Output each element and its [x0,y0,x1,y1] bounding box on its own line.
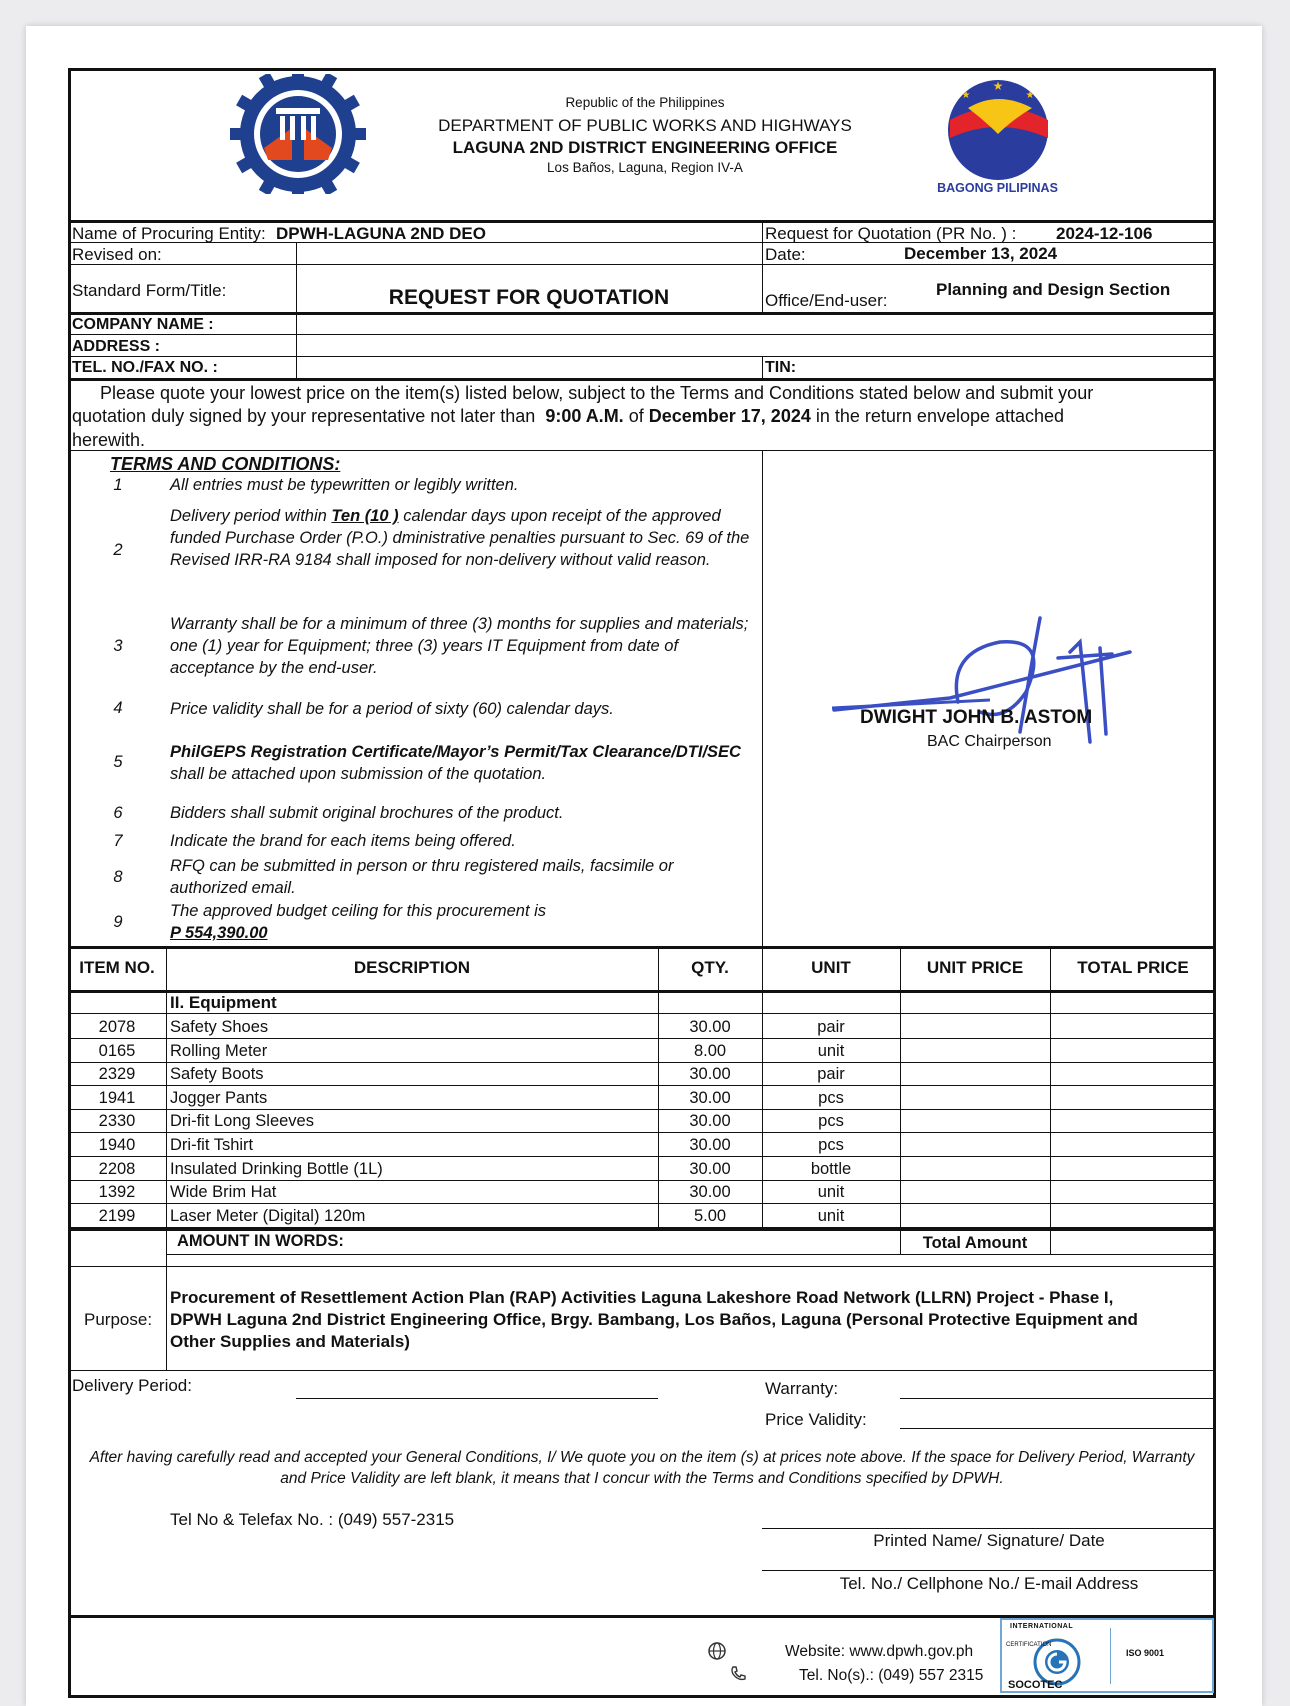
term-number: 3 [113,637,123,655]
socotec-text: SOCOTEC [1008,1679,1063,1691]
date-value: December 13, 2024 [904,244,1058,263]
item-number-cell: 2208 [98,1159,136,1178]
certification-text: CERTIFICATION [1006,1642,1052,1648]
term-text: Bidders shall submit original brochures of the product. [170,804,564,822]
term-text: PhilGEPS Registration Certificate/Mayor’s Permit/Tax Clearance/DTI/SEC shall be attached upon submission of the quotation. [170,743,741,783]
item-unit-cell: pcs [818,1136,844,1154]
globe-icon [706,1640,728,1662]
purpose-label: Purpose: [84,1310,153,1329]
purpose-line-2: DPWH Laguna 2nd District Engineering Office, Brgy. Bambang, Los Baños, Laguna (Personal Protective Equipment and [170,1310,1138,1329]
item-unit-cell: unit [817,1041,845,1060]
item-qty-cell: 30.00 [689,1183,731,1202]
dpwh-logo [228,74,368,194]
item-description-cell: Dri-fit Tshirt [170,1136,254,1154]
tel-cell-line [762,1570,1216,1571]
item-qty-cell: 8.00 [693,1041,727,1060]
office-value: Planning and Design Section [936,280,1171,299]
item-unit-cell: unit [817,1206,845,1225]
intro-line-3: herewith. [72,430,146,450]
term-text: Warranty shall be for a minimum of three (3) months for supplies and materials; one (1) year for Equipment; three (3) years IT Equipment from date of acceptance by the end-user. [170,615,749,677]
rfq-number: 2024-12-106 [1056,224,1153,243]
item-description-cell: Laser Meter (Digital) 120m [170,1206,366,1225]
table-row-divider [68,1227,1216,1228]
total-amount-label: Total Amount [922,1234,1028,1252]
item-number-cell: 1392 [98,1183,136,1202]
price-validity-label: Price Validity: [765,1410,867,1429]
signature-scribble [830,612,1140,752]
intro-line-2: quotation duly signed by your representative not later than 9:00 A.M. of December 17, 2024 in the return envelope attached [72,406,1065,426]
term-number: 8 [113,868,123,886]
phone-text: Tel. No(s).: (049) 557 2315 [799,1667,984,1684]
header-qty: QTY. [691,958,729,977]
website-text: Website: www.dpwh.gov.ph [785,1643,974,1660]
company-label: COMPANY NAME : [72,316,214,333]
date-label: Date: [765,245,806,264]
department-text: DEPARTMENT OF PUBLIC WORKS AND HIGHWAYS [438,116,852,135]
bagong-pilipinas-text: BAGONG PILIPINAS [937,181,1058,195]
item-number-cell: 2329 [98,1065,136,1084]
term-text: RFQ can be submitted in person or thru registered mails, facsimile or authorized email. [170,857,674,897]
budget-ceiling: P 554,390.00 [170,924,268,942]
purpose-line-1: Procurement of Resettlement Action Plan (RAP) Activities Laguna Lakeshore Road Network (LLRN) Project - Phase I, [170,1288,1114,1307]
item-unit-cell: pair [817,1018,845,1036]
item-qty-cell: 30.00 [689,1159,731,1178]
phone-icon [728,1664,748,1684]
item-description-cell: Safety Boots [170,1065,264,1084]
acceptance-line-1: After having carefully read and accepted your General Conditions, I/ We quote you on the item (s) at prices note above. If the space for Delivery Period, Warranty [89,1449,1195,1466]
svg-text:★: ★ [1025,90,1035,101]
item-unit-cell: pair [817,1065,845,1084]
iso-text: ISO 9001 [1126,1648,1165,1658]
term-text: Indicate the brand for each items being offered. [170,832,516,850]
office-label: Office/End-user: [765,291,888,310]
header-total-price: TOTAL PRICE [1077,958,1189,977]
item-qty-cell: 30.00 [689,1088,731,1107]
warranty-line [900,1398,1216,1399]
deadline-time: 9:00 A.M. [545,406,624,426]
item-qty-cell: 30.00 [689,1018,731,1036]
svg-text:★: ★ [992,79,1004,93]
term-text: Delivery period within Ten (10 ) calendar days upon receipt of the approved funded Purchase Order (P.O.) dministrative penalties pursuant to Sec. 69 of the Revised IRR-RA 9184 shall imposed for non-delivery without valid reason. [170,507,750,569]
amount-in-words-label: AMOUNT IN WORDS: [177,1232,344,1250]
item-number-cell: 0165 [98,1041,136,1060]
delivery-period-line [296,1398,658,1399]
item-description-cell: Safety Shoes [170,1018,269,1036]
intro-line-1: Please quote your lowest price on the item(s) listed below, subject to the Terms and Conditions stated below and submit your [100,383,1094,403]
republic-text: Republic of the Philippines [565,95,725,110]
form-label: Standard Form/Title: [72,281,227,300]
delivery-period-label: Delivery Period: [72,1376,192,1395]
item-description-cell: Wide Brim Hat [170,1183,277,1202]
item-description-cell: Jogger Pants [170,1088,268,1107]
term-text: The approved budget ceiling for this procurement is P 554,390.00 [170,902,547,942]
term-number: 5 [113,753,123,771]
intl-text: INTERNATIONAL [1010,1623,1074,1630]
header-item-no: ITEM NO. [79,958,155,977]
item-number-cell: 1940 [98,1136,136,1154]
term-number: 9 [113,913,123,931]
office-text: LAGUNA 2ND DISTRICT ENGINEERING OFFICE [452,138,838,157]
term-number: 2 [113,541,123,559]
price-validity-line [900,1428,1216,1429]
revised-label: Revised on: [72,245,162,264]
item-number-cell: 1941 [98,1088,136,1107]
item-unit-cell: bottle [810,1159,852,1178]
deadline-date: December 17, 2024 [648,406,811,426]
header-unit: UNIT [811,958,851,977]
address-label: ADDRESS : [72,338,161,355]
iso-certification-badge [1000,1618,1214,1693]
item-unit-cell: pcs [818,1112,844,1131]
header-unit-price: UNIT PRICE [926,958,1024,977]
purpose-line-3: Other Supplies and Materials) [170,1332,410,1351]
item-qty-cell: 30.00 [689,1112,731,1131]
tel-cell-label: Tel. No./ Cellphone No./ E-mail Address [839,1574,1139,1593]
location-text: Los Baños, Laguna, Region IV-A [547,160,743,175]
tel-label: TEL. NO./FAX NO. : [72,359,218,376]
section-label: II. Equipment [170,993,277,1012]
item-number-cell: 2199 [98,1206,136,1225]
item-unit-cell: unit [817,1183,845,1202]
item-description-cell: Rolling Meter [170,1041,268,1060]
tin-label: TIN: [765,359,797,376]
terms-heading: TERMS AND CONDITIONS: [110,454,341,474]
telefax-text: Tel No & Telefax No. : (049) 557-2315 [170,1510,455,1529]
term-text: Price validity shall be for a period of sixty (60) calendar days. [170,700,614,718]
printed-name-line [762,1528,1216,1529]
signatory-title: BAC Chairperson [927,733,1052,750]
signatory-name: DWIGHT JOHN B. ASTOM [860,707,1093,728]
rfq-label: Request for Quotation (PR No. ) : [765,224,1017,243]
svg-text:★: ★ [961,90,971,101]
term-number: 1 [113,476,123,494]
item-qty-cell: 30.00 [689,1136,731,1154]
printed-name-label: Printed Name/ Signature/ Date [873,1531,1105,1550]
item-number-cell: 2330 [98,1112,136,1131]
warranty-label: Warranty: [765,1379,839,1398]
header-description: DESCRIPTION [353,958,471,977]
entity-value: DPWH-LAGUNA 2ND DEO [276,224,486,243]
term-number: 7 [113,832,123,850]
item-qty-cell: 30.00 [689,1065,731,1084]
item-unit-cell: pcs [818,1088,844,1107]
bagong-pilipinas-logo [928,68,1068,198]
item-description-cell: Insulated Drinking Bottle (1L) [170,1159,383,1178]
term-number: 4 [113,699,123,717]
entity-label: Name of Procuring Entity: [72,224,266,243]
item-qty-cell: 5.00 [693,1206,727,1225]
form-title: REQUEST FOR QUOTATION [388,286,670,309]
acceptance-line-2: and Price Validity are left blank, it means that I concur with the Terms and Conditions specified by DPWH. [280,1470,1004,1487]
term-text: All entries must be typewritten or legibly written. [170,476,519,494]
item-number-cell: 2078 [98,1018,136,1036]
item-description-cell: Dri-fit Long Sleeves [170,1112,314,1131]
term-number: 6 [113,804,123,822]
